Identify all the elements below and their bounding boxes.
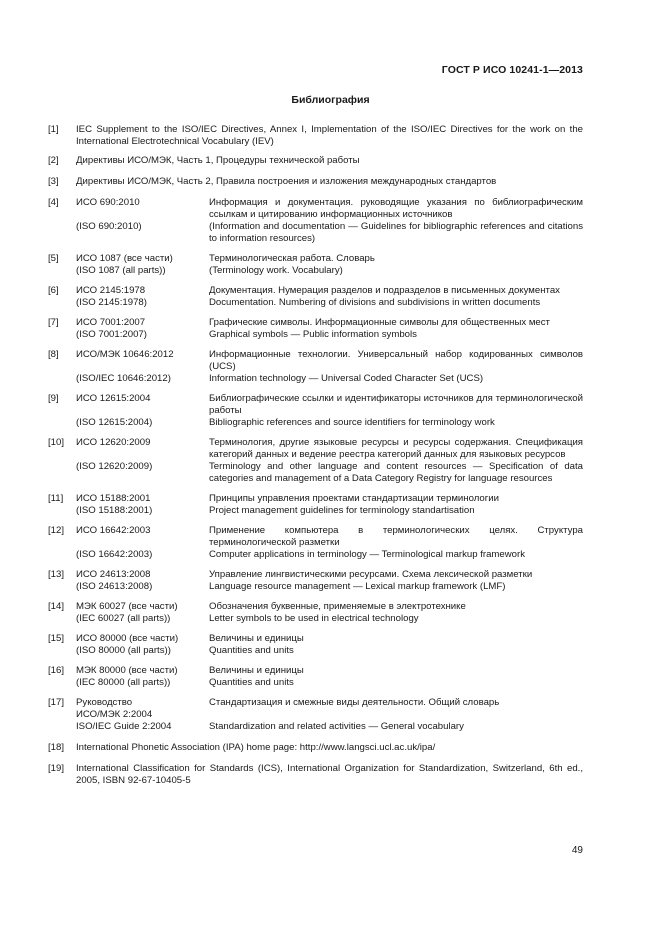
entry-row (76, 417, 583, 429)
standard-title: Quantities and units (209, 645, 294, 656)
page-title: Библиография (291, 94, 370, 106)
entry-number: [7] (48, 317, 59, 328)
standard-code: (IEC 60027 (all parts)) (76, 613, 171, 624)
entry-number: [11] (48, 493, 64, 504)
entry-text: International Classification for Standards (ICS), International Organization for Standardization, Switzerland, 6th ed., 2005, ISBN 92-67-10405-5 (76, 763, 583, 786)
bib-entry-10 (48, 437, 583, 485)
standard-title: Documentation. Numbering of divisions and subdivisions in written documents (209, 297, 541, 308)
standard-code: МЭК 60027 (все части) (76, 601, 178, 612)
standard-code: (ISO 690:2010) (76, 221, 142, 232)
entry-row (76, 461, 583, 485)
entry-row (76, 677, 583, 689)
entry-row (76, 505, 583, 517)
entry-number: [17] (48, 697, 65, 708)
entry-number: [16] (48, 665, 65, 676)
standard-code: ИСО 16642:2003 (76, 525, 151, 536)
document-code-header: ГОСТ Р ИСО 10241-1—2013 (441, 64, 583, 76)
entry-row (76, 349, 583, 373)
entry-row (76, 709, 583, 721)
standard-code: ИСО/МЭК 2:2004 (76, 709, 153, 720)
entry-row (76, 581, 583, 593)
bib-entry-18 (48, 742, 583, 754)
standard-code: ИСО 12615:2004 (76, 393, 151, 404)
standard-code: ISO/IEC Guide 2:2004 (76, 721, 172, 732)
standard-code: ИСО 7001:2007 (76, 317, 146, 328)
entry-text: Директивы ИСО/МЭК, Часть 2, Правила построения и изложения международных стандартов (76, 176, 497, 187)
entry-number: [9] (48, 393, 59, 404)
standard-title: Применение компьютера в терминологических целях. Структура терминологической разметки (209, 525, 583, 548)
standard-code: (ISO 2145:1978) (76, 297, 147, 308)
standard-code: ИСО 15188:2001 (76, 493, 151, 504)
entry-row (76, 613, 583, 625)
standard-title: Библиографические ссылки и идентификаторы источников для терминологической работы (209, 393, 583, 416)
entry-number: [19] (48, 763, 65, 774)
standard-code: ИСО 690:2010 (76, 197, 140, 208)
standard-title: Обозначения буквенные, применяемые в электротехнике (209, 601, 466, 612)
standard-code: ИСО/МЭК 10646:2012 (76, 349, 174, 360)
entry-row (76, 285, 583, 297)
entry-row (76, 645, 583, 657)
standard-title: Letter symbols to be used in electrical technology (209, 613, 419, 624)
standard-code: (ISO 16642:2003) (76, 549, 153, 560)
entry-number: [2] (48, 155, 59, 166)
entry-number: [3] (48, 176, 59, 187)
entry-row (76, 393, 583, 417)
standard-title: Документация. Нумерация разделов и подразделов в письменных документах (209, 285, 560, 296)
bib-entry-19 (48, 763, 583, 787)
standard-code: (ISO 7001:2007) (76, 329, 147, 340)
bib-entry-3 (48, 176, 583, 188)
bib-entry-12 (48, 525, 583, 561)
entry-row (76, 329, 583, 341)
entry-row (76, 601, 583, 613)
bib-entry-8 (48, 349, 583, 385)
bib-entry-7 (48, 317, 583, 341)
standard-code: ИСО 1087 (все части) (76, 253, 173, 264)
entry-number: [8] (48, 349, 59, 360)
standard-title: Терминологическая работа. Словарь (209, 253, 375, 264)
standard-code: (ISO 15188:2001) (76, 505, 153, 516)
bib-entry-4 (48, 197, 583, 245)
entry-row (76, 721, 583, 733)
entry-row (76, 265, 583, 277)
entry-number: [6] (48, 285, 59, 296)
bibliography-list (48, 124, 583, 787)
standard-code: (IEC 80000 (all parts)) (76, 677, 171, 688)
entry-number: [14] (48, 601, 65, 612)
standard-title: Standardization and related activities — General vocabulary (209, 721, 464, 732)
standard-code: ИСО 2145:1978 (76, 285, 146, 296)
bib-entry-11 (48, 493, 583, 517)
entry-number: [4] (48, 197, 59, 208)
entry-row (76, 633, 583, 645)
standard-title: (Information and documentation — Guidelines for bibliographic references and citations to information resources) (209, 221, 583, 244)
entry-row (76, 373, 583, 385)
standard-title: Bibliographic references and source identifiers for terminology work (209, 417, 495, 428)
standard-title: Graphical symbols — Public information symbols (209, 329, 417, 340)
bib-entry-6 (48, 285, 583, 309)
standard-code: (ISO 12620:2009) (76, 461, 153, 472)
standard-title: Terminology and other language and content resources — Specification of data categories and management of a Data Category Registry for language resources (209, 461, 583, 484)
entry-row (76, 549, 583, 561)
entry-text: IEC Supplement to the ISO/IEC Directives, Annex I, Implementation of the ISO/IEC Directives for the work on the International Electrotechnical Vocabulary (IEV) (76, 124, 583, 147)
standard-code: (ISO/IEC 10646:2012) (76, 373, 171, 384)
entry-row (76, 665, 583, 677)
entry-number: [12] (48, 525, 65, 536)
standard-title: Графические символы. Информационные символы для общественных мест (209, 317, 550, 328)
entry-number: [1] (48, 124, 59, 135)
entry-row (76, 253, 583, 265)
entry-number: [15] (48, 633, 65, 644)
bib-entry-13 (48, 569, 583, 593)
entry-row (76, 437, 583, 461)
standard-title: Language resource management — Lexical markup framework (LMF) (209, 581, 506, 592)
standard-code: ИСО 80000 (все части) (76, 633, 179, 644)
bib-entry-1 (48, 124, 583, 148)
entry-number: [5] (48, 253, 59, 264)
bib-entry-9 (48, 393, 583, 429)
bib-entry-14 (48, 601, 583, 625)
standard-title: Computer applications in terminology — Terminological markup framework (209, 549, 526, 560)
entry-row (76, 297, 583, 309)
entry-number: [10] (48, 437, 65, 448)
entry-row (76, 197, 583, 221)
entry-text: Директивы ИСО/МЭК, Часть 1, Процедуры технической работы (76, 155, 360, 166)
standard-title: (Terminology work. Vocabulary) (209, 265, 343, 276)
entry-number: [18] (48, 742, 65, 753)
standard-title: Information technology — Universal Coded Character Set (UCS) (209, 373, 484, 384)
standard-title: Project management guidelines for terminology standartisation (209, 505, 475, 516)
standard-code: Руководство (76, 697, 133, 708)
bib-entry-16 (48, 665, 583, 689)
standard-code: (ISO 1087 (all parts)) (76, 265, 166, 276)
bib-entry-2 (48, 155, 583, 167)
standard-title: Информация и документация. руководящие указания по библиографическим ссылкам и цитированию информационных источников (209, 197, 583, 220)
entry-number: [13] (48, 569, 65, 580)
standard-code: МЭК 80000 (все части) (76, 665, 178, 676)
standard-code: (ISO 24613:2008) (76, 581, 153, 592)
standard-code: ИСО 12620:2009 (76, 437, 151, 448)
standard-title: Терминология, другие языковые ресурсы и ресурсы содержания. Спецификация категорий данных и ведение реестра категорий данных для языковых ресурсов (209, 437, 583, 460)
bib-entry-5 (48, 253, 583, 277)
entry-text: International Phonetic Association (IPA) home page: http://www.langsci.ucl.ac.uk/ipa/ (76, 742, 436, 753)
standard-title: Управление лингвистическими ресурсами. Схема лексической разметки (209, 569, 533, 580)
bib-entry-15 (48, 633, 583, 657)
bib-entry-17 (48, 697, 583, 733)
standard-code: (ISO 80000 (all parts)) (76, 645, 171, 656)
standard-title: Принципы управления проектами стандартизации терминологии (209, 493, 499, 504)
standard-title (209, 709, 583, 721)
standard-title: Величины и единицы (209, 665, 304, 676)
standard-title: Стандартизация и смежные виды деятельности. Общий словарь (209, 697, 500, 708)
entry-row (76, 569, 583, 581)
page-number: 49 (571, 845, 583, 856)
standard-title: Quantities and units (209, 677, 294, 688)
standard-code: (ISO 12615:2004) (76, 417, 153, 428)
entry-row (76, 493, 583, 505)
standard-code: ИСО 24613:2008 (76, 569, 151, 580)
entry-row (76, 221, 583, 245)
entry-row (76, 697, 583, 709)
entry-row (76, 317, 583, 329)
standard-title: Информационные технологии. Универсальный набор кодированных символов (UCS) (209, 349, 583, 372)
entry-row (76, 525, 583, 549)
standard-title: Величины и единицы (209, 633, 304, 644)
